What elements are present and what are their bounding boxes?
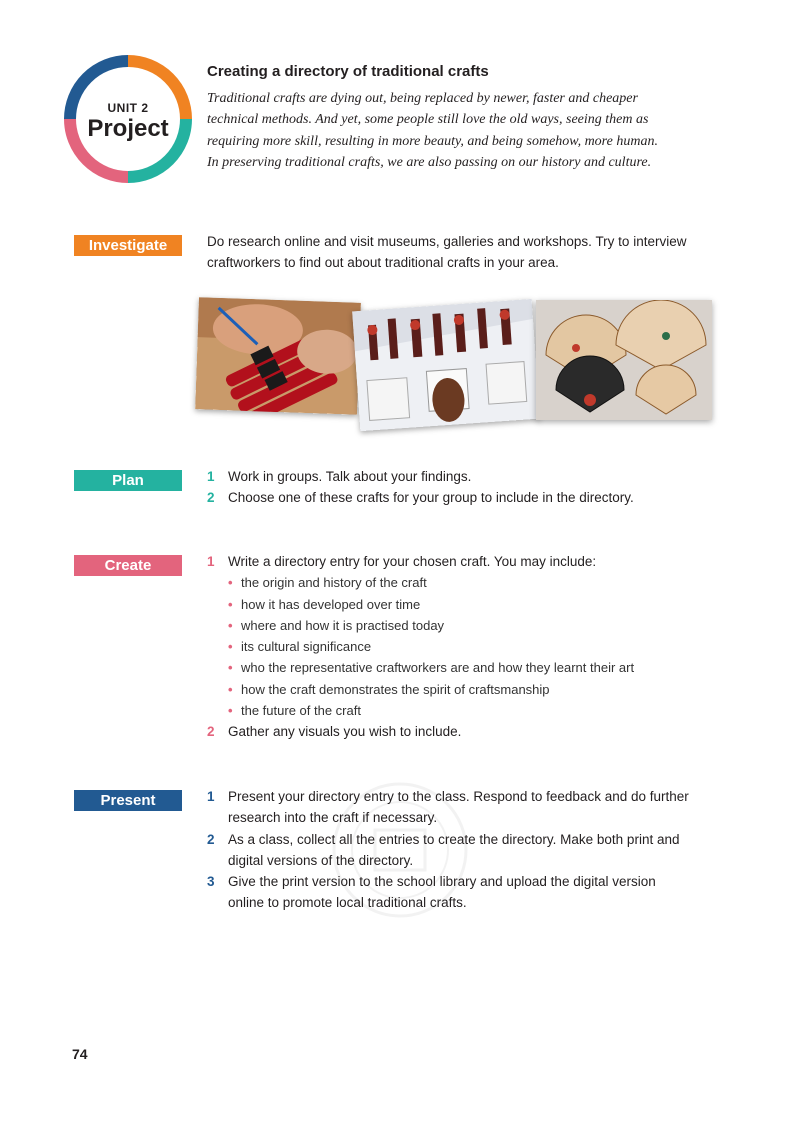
investigate-line: Do research online and visit museums, galleries and workshops. Try to interview [207,234,687,249]
step-number: 3 [207,874,215,890]
bullet-text: who the representative craftworkers are and how they learnt their art [241,660,635,676]
plan-step [207,466,727,487]
step-number: 2 [207,490,215,506]
bullet-dot-icon: • [228,639,233,655]
step-number: 1 [207,469,215,484]
step-text [228,829,727,872]
step-number: 1 [207,789,215,804]
bullet-dot-icon: • [228,681,233,697]
bullet-item [228,657,727,678]
bullet-dot-icon: • [228,660,233,676]
unit-label: UNIT 2 [107,101,149,115]
bullet-text: its cultural significance [241,639,372,655]
intro-line: In preserving traditional crafts, we are also passing on our history and culture. [207,154,652,170]
step-text: Work in groups. Talk about your findings. [228,469,472,484]
craftworker-painting-photo [195,297,361,415]
create-label: Create [74,555,182,576]
step-line: As a class, collect all the entries to create the directory. Make both print and [228,831,680,847]
intro-paragraph [207,88,727,173]
step-number: 1 [207,554,215,569]
bullet-item [228,572,727,593]
investigate-text [207,231,727,274]
step-text-main: Write a directory entry for your chosen craft. You may include: [228,554,597,569]
intro-line: technical methods. And yet, some people still love the old ways, seeing them as [207,112,649,128]
step-line: online to promote local traditional crafts. [228,895,467,911]
investigate-line: craftworkers to find out about traditional crafts in your area. [207,255,559,271]
present-label: Present [74,790,182,811]
step-line: digital versions of the directory. [228,852,414,868]
project-label: Project [87,115,169,142]
create-steps [207,551,727,743]
bullet-text: how it has developed over time [241,596,421,612]
step-line: research into the craft if necessary. [228,810,438,826]
bullet-dot-icon: • [228,575,233,591]
present-step [207,871,727,914]
bullet-item [228,615,727,636]
bullet-item [228,594,727,615]
intro-title: Creating a directory of traditional crafts [207,63,489,80]
bullet-dot-icon: • [228,703,233,719]
investigate-label: Investigate [74,235,182,256]
step-text: Choose one of these crafts for your group to include in the directory. [228,490,634,506]
step-text: Gather any visuals you wish to include. [228,724,462,740]
bullet-text: where and how it is practised today [241,617,445,633]
step-number: 2 [207,831,215,847]
create-bullet-list [228,572,727,721]
intro-line: Traditional crafts are dying out, being replaced by newer, faster and cheaper [207,91,638,106]
intro-line: requiring more skill, resulting in more beauty, and being somehow, more human. [207,133,658,149]
present-steps [207,786,727,914]
unit-badge [64,55,192,183]
step-line: Give the print version to the school library and upload the digital version [228,874,656,890]
step-text [228,871,727,914]
step-text [228,551,727,721]
plan-steps [207,466,727,509]
create-step [207,551,727,721]
step-line: Present your directory entry to the class. Respond to feedback and do further [228,789,689,804]
shadow-puppet-photo [352,299,540,431]
bullet-item [228,636,727,657]
page-number: 74 [72,1046,88,1062]
plan-step [207,487,727,508]
present-step [207,786,727,829]
create-step [207,721,727,742]
present-step [207,829,727,872]
bullet-item [228,700,727,721]
bullet-text: the future of the craft [241,703,361,719]
chinese-fans-photo [536,300,712,420]
step-text [228,786,727,829]
bullet-text: the origin and history of the craft [241,575,427,591]
step-number: 2 [207,724,215,740]
bullet-item [228,679,727,700]
bullet-text: how the craft demonstrates the spirit of craftsmanship [241,681,550,697]
plan-label: Plan [74,470,182,491]
bullet-dot-icon: • [228,617,233,633]
bullet-dot-icon: • [228,596,233,612]
